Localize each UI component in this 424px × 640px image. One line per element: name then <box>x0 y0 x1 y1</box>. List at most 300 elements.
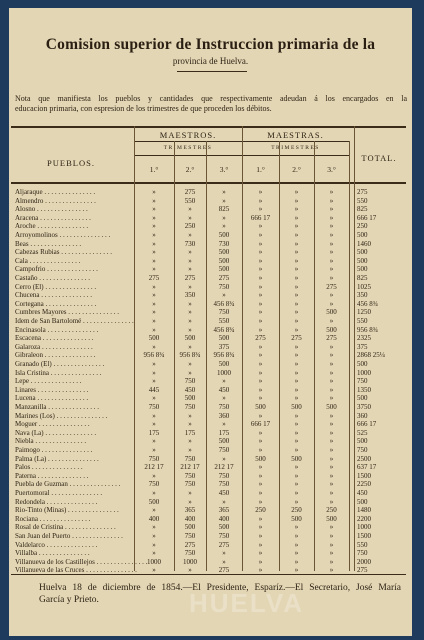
amount-cell: » <box>152 291 156 300</box>
amount-cell: » <box>152 282 156 291</box>
total-cell: 456 8¾ <box>357 299 378 308</box>
total-cell: 2250 <box>357 480 371 489</box>
trimestres-header: TRIMESTRES <box>163 145 213 151</box>
amount-cell: 500 <box>291 454 302 463</box>
amount-cell: » <box>152 360 156 368</box>
pueblo-name: Moguer . . . . . . . . . . . . . . . <box>15 420 90 429</box>
amount-cell: 500 <box>218 231 230 239</box>
pueblo-name: Cumbres Mayores . . . . . . . . . . . . . . . <box>15 308 120 317</box>
amount-cell: » <box>258 205 263 214</box>
amount-cell: » <box>222 420 226 429</box>
note-line: educacion primaria, con espresion de los trimestres de que proceden los débitos. <box>15 104 272 113</box>
amount-cell: » <box>188 420 192 429</box>
total-cell: 2000 <box>357 557 371 566</box>
amount-cell: » <box>258 231 263 239</box>
pueblo-name: Lepe . . . . . . . . . . . . . . . <box>15 377 82 386</box>
amount-cell: » <box>222 188 226 196</box>
amount-cell: 500 <box>218 437 230 446</box>
amount-cell: » <box>152 489 156 497</box>
amount-cell: » <box>329 394 334 403</box>
amount-cell: 825 <box>218 205 230 214</box>
amount-cell: » <box>294 299 299 308</box>
amount-cell: » <box>258 239 263 248</box>
amount-cell: 360 <box>218 411 230 420</box>
total-cell: 1250 <box>357 308 371 317</box>
amount-cell: 365 <box>218 506 230 515</box>
amount-cell: » <box>294 342 299 351</box>
amount-cell: » <box>329 213 334 222</box>
pueblo-name: Villanueva de los Castillejos . . . . . . . . . . . . . . . <box>15 557 148 566</box>
amount-cell: » <box>329 196 334 205</box>
pueblo-name: Chucena . . . . . . . . . . . . . . . <box>15 291 92 300</box>
amount-cell: 212 17 <box>144 463 164 472</box>
amount-cell: » <box>329 317 334 325</box>
amount-cell: » <box>258 317 263 325</box>
total-cell: 666 17 <box>357 213 377 222</box>
amount-cell: » <box>188 489 192 497</box>
amount-cell: 175 <box>218 428 230 437</box>
amount-cell: » <box>294 497 299 506</box>
pueblo-name: Villalba . . . . . . . . . . . . . . . <box>15 549 90 558</box>
total-cell: 450 <box>357 489 368 497</box>
amount-cell: » <box>258 188 263 196</box>
amount-cell: 275 <box>184 188 196 196</box>
pueblo-name: Valdelarco . . . . . . . . . . . . . . . <box>15 540 98 549</box>
amount-cell: » <box>258 256 263 265</box>
amount-cell: » <box>294 523 299 532</box>
amount-cell: » <box>294 282 299 291</box>
amount-cell: 275 <box>291 334 302 343</box>
total-cell: 1480 <box>357 506 371 515</box>
amount-cell: 400 <box>184 514 196 523</box>
amount-cell: » <box>188 325 192 334</box>
amount-cell: » <box>222 222 226 231</box>
amount-cell: 1000 <box>217 368 231 377</box>
pueblo-name: Paimogo . . . . . . . . . . . . . . . <box>15 446 93 454</box>
amount-cell: » <box>222 454 226 463</box>
pueblo-name: Cortegana . . . . . . . . . . . . . . . <box>15 299 97 308</box>
amount-cell: » <box>188 282 192 291</box>
amount-cell: 250 <box>291 506 302 515</box>
amount-cell: » <box>258 497 263 506</box>
watermark-logo: HUELVA <box>189 588 305 618</box>
total-cell: 525 <box>357 428 368 437</box>
amount-cell: 1000 <box>183 557 197 566</box>
amount-cell: » <box>329 497 334 506</box>
amount-cell: 275 <box>255 334 266 343</box>
amount-cell: » <box>152 231 156 239</box>
amount-cell: » <box>152 471 156 480</box>
pueblo-name: Redondela . . . . . . . . . . . . . . . <box>15 497 98 506</box>
amount-cell: » <box>152 506 156 515</box>
pueblo-name: Alosno . . . . . . . . . . . . . . . <box>15 205 88 214</box>
amount-cell: » <box>258 540 263 549</box>
table-bottom-rule <box>11 574 406 575</box>
quarter-header: 3.° <box>327 165 336 174</box>
pueblo-name: Almendro . . . . . . . . . . . . . . . <box>15 196 96 205</box>
pueblo-name: Cerro (El) . . . . . . . . . . . . . . . <box>15 282 97 291</box>
total-cell: 550 <box>357 317 368 325</box>
note-line: Nota que manifiesta los pueblos y cantidades que respectivamente adeudan á los encargados en la <box>15 94 407 103</box>
amount-cell: 450 <box>218 385 230 394</box>
amount-cell: 500 <box>326 325 337 334</box>
amount-cell: 275 <box>218 274 230 282</box>
pueblo-name: Lucena . . . . . . . . . . . . . . . <box>15 394 89 403</box>
total-cell: 500 <box>357 265 368 274</box>
total-cell: 500 <box>357 256 368 265</box>
amount-cell: » <box>294 446 299 454</box>
amount-cell: » <box>329 471 334 480</box>
amount-cell: 500 <box>218 360 230 368</box>
amount-cell: » <box>329 368 334 377</box>
amount-cell: 666 17 <box>250 213 271 222</box>
amount-cell: » <box>188 265 192 274</box>
amount-cell: » <box>152 265 156 274</box>
amount-cell: » <box>152 188 156 196</box>
amount-cell: 400 <box>148 514 160 523</box>
amount-cell: 500 <box>148 334 160 343</box>
pueblo-name: San Juan del Puerto . . . . . . . . . . . . . . . <box>15 532 123 540</box>
amount-cell: » <box>294 265 299 274</box>
amount-cell: 275 <box>148 274 160 282</box>
amount-cell: » <box>152 566 156 575</box>
pueblo-name: Rio-Tinto (Minas) . . . . . . . . . . . . . . . <box>15 506 119 515</box>
amount-cell: » <box>329 239 334 248</box>
pueblo-name: Aracena . . . . . . . . . . . . . . . <box>15 213 91 222</box>
amount-cell: » <box>329 411 334 420</box>
amount-cell: » <box>329 480 334 489</box>
amount-cell: » <box>294 377 299 386</box>
amount-cell: » <box>188 317 192 325</box>
amount-cell: » <box>188 308 192 317</box>
amount-cell: » <box>294 463 299 472</box>
amount-cell: » <box>188 437 192 446</box>
amount-cell: » <box>222 549 226 558</box>
amount-cell: » <box>188 411 192 420</box>
amount-cell: » <box>329 420 334 429</box>
total-cell: 2500 <box>357 454 371 463</box>
amount-cell: » <box>258 196 263 205</box>
amount-cell: 500 <box>291 514 302 523</box>
amount-cell: » <box>152 368 156 377</box>
pueblo-name: Linares . . . . . . . . . . . . . . . <box>15 385 89 394</box>
amount-cell: 500 <box>184 334 196 343</box>
amount-cell: » <box>152 196 156 205</box>
amount-cell: 500 <box>326 403 337 411</box>
pueblo-name: Granado (El) . . . . . . . . . . . . . . . <box>15 360 105 368</box>
total-cell: 1500 <box>357 471 371 480</box>
amount-cell: » <box>152 446 156 454</box>
amount-cell: » <box>152 540 156 549</box>
pueblo-name: Rosal de Cristina . . . . . . . . . . . . . . . <box>15 523 116 532</box>
amount-cell: 750 <box>218 532 230 540</box>
amount-cell: 750 <box>184 480 196 489</box>
amount-cell: 500 <box>255 454 266 463</box>
amount-cell: 456 8¾ <box>213 325 235 334</box>
total-cell: 2325 <box>357 334 371 343</box>
pueblo-name: Puebla de Guzman . . . . . . . . . . . . . . . <box>15 480 121 489</box>
amount-cell: » <box>188 231 192 239</box>
amount-cell: » <box>294 274 299 282</box>
amount-cell: » <box>222 497 226 506</box>
amount-cell: » <box>152 248 156 257</box>
total-cell: 500 <box>357 231 368 239</box>
amount-cell: 500 <box>184 394 196 403</box>
amount-cell: » <box>152 437 156 446</box>
pueblo-name: Idem de San Bartolomé . . . . . . . . . . . . . . . <box>15 317 134 325</box>
amount-cell: 445 <box>148 385 160 394</box>
quarter-header: 1.° <box>256 165 265 174</box>
amount-cell: » <box>258 463 263 472</box>
amount-cell: » <box>258 222 263 231</box>
pueblo-name: Campofrio . . . . . . . . . . . . . . . <box>15 265 98 274</box>
amount-cell: » <box>294 351 299 360</box>
amount-cell: » <box>329 222 334 231</box>
pueblos-header: PUEBLOS. <box>47 158 95 168</box>
pueblo-name: Encinasola . . . . . . . . . . . . . . . <box>15 325 99 334</box>
pueblo-name: Isla Cristina . . . . . . . . . . . . . . . <box>15 368 102 377</box>
amount-cell: 250 <box>255 506 266 515</box>
amount-cell: 212 17 <box>214 463 234 472</box>
amount-cell: » <box>329 523 334 532</box>
amount-cell: » <box>329 291 334 300</box>
amount-cell: » <box>152 523 156 532</box>
amount-cell: 956 8¾ <box>143 351 165 360</box>
total-cell: 550 <box>357 196 368 205</box>
page-subtitle: provincia de Huelva. <box>172 56 249 66</box>
amount-cell: 550 <box>184 196 196 205</box>
total-cell: 500 <box>357 497 368 506</box>
title-rule <box>177 71 247 72</box>
amount-cell: 500 <box>218 256 230 265</box>
amount-cell: 956 8¾ <box>213 351 235 360</box>
amount-cell: » <box>294 325 299 334</box>
amount-cell: 750 <box>218 446 230 454</box>
amount-cell: » <box>294 489 299 497</box>
amount-cell: 450 <box>184 385 196 394</box>
quarter-header: 2.° <box>185 165 195 174</box>
amount-cell: » <box>329 265 334 274</box>
amount-cell: 175 <box>184 428 196 437</box>
amount-cell: » <box>152 256 156 265</box>
amount-cell: » <box>294 532 299 540</box>
amount-cell: 275 <box>218 540 230 549</box>
amount-cell: » <box>329 557 334 566</box>
amount-cell: 750 <box>184 377 196 386</box>
total-cell: 2200 <box>357 514 371 523</box>
amount-cell: » <box>222 394 226 403</box>
amount-cell: » <box>329 549 334 558</box>
amount-cell: 750 <box>148 480 160 489</box>
amount-cell: » <box>329 377 334 386</box>
amount-cell: » <box>294 420 299 429</box>
amount-cell: 750 <box>218 403 230 411</box>
maestras-header: MAESTRAS. <box>267 130 324 140</box>
amount-cell: 275 <box>184 274 196 282</box>
amount-cell: » <box>329 385 334 394</box>
amount-cell: » <box>152 342 156 351</box>
amount-cell: » <box>258 282 263 291</box>
amount-cell: » <box>152 411 156 420</box>
total-cell: 666 17 <box>357 420 377 429</box>
amount-cell: » <box>152 213 156 222</box>
total-cell: 637 17 <box>357 463 377 472</box>
pueblo-name: Rociana . . . . . . . . . . . . . . . <box>15 514 91 523</box>
amount-cell: » <box>152 377 156 386</box>
amount-cell: » <box>294 308 299 317</box>
note-paragraph <box>15 94 407 114</box>
amount-cell: » <box>258 428 263 437</box>
amount-cell: » <box>294 205 299 214</box>
amount-cell: 730 <box>184 239 196 248</box>
total-cell: 3750 <box>357 403 371 411</box>
total-cell: 1500 <box>357 532 371 540</box>
amount-cell: 175 <box>148 428 160 437</box>
pueblo-name: Paterna . . . . . . . . . . . . . . . <box>15 471 89 480</box>
total-cell: 956 8¾ <box>357 325 378 334</box>
amount-cell: » <box>152 420 156 429</box>
amount-cell: » <box>152 394 156 403</box>
amount-cell: » <box>294 317 299 325</box>
amount-cell: 365 <box>184 506 196 515</box>
amount-cell: » <box>294 480 299 489</box>
amount-cell: » <box>258 566 263 575</box>
amount-cell: 250 <box>184 222 196 231</box>
total-cell: 825 <box>357 205 368 214</box>
amount-cell: » <box>258 360 263 368</box>
amount-cell: 350 <box>184 291 196 300</box>
total-cell: 360 <box>357 411 368 420</box>
amount-cell: 500 <box>184 523 196 532</box>
quarter-header: 3.° <box>219 165 229 174</box>
total-cell: 275 <box>357 566 368 575</box>
amount-cell: » <box>294 549 299 558</box>
amount-cell: » <box>152 205 156 214</box>
amount-cell: » <box>188 256 192 265</box>
amount-cell: » <box>258 274 263 282</box>
amount-cell: » <box>329 274 334 282</box>
amount-cell: 500 <box>218 265 230 274</box>
amount-cell: » <box>329 231 334 239</box>
amount-cell: 500 <box>218 334 230 343</box>
amount-cell: » <box>329 454 334 463</box>
amount-cell: 730 <box>218 239 230 248</box>
amount-cell: » <box>329 205 334 214</box>
amount-cell: » <box>258 377 263 386</box>
amount-cell: » <box>294 291 299 300</box>
amount-cell: 400 <box>218 514 230 523</box>
amount-cell: » <box>258 291 263 300</box>
trimestres-header: TRIMESTRES <box>271 145 320 151</box>
amount-cell: » <box>329 256 334 265</box>
pueblo-name: Nava (La) . . . . . . . . . . . . . . . <box>15 428 97 437</box>
amount-cell: » <box>294 360 299 368</box>
pueblo-name: Niebla . . . . . . . . . . . . . . . <box>15 437 87 446</box>
amount-cell: 275 <box>184 540 196 549</box>
total-cell: 825 <box>357 274 368 282</box>
amount-cell: » <box>188 566 192 575</box>
amount-cell: » <box>258 299 263 308</box>
amount-cell: 500 <box>218 523 230 532</box>
amount-cell: » <box>258 394 263 403</box>
document-page <box>9 8 412 636</box>
amount-cell: 500 <box>326 308 337 317</box>
total-cell: 1460 <box>357 239 371 248</box>
amount-cell: » <box>188 205 192 214</box>
page-title: Comision superior de Instruccion primaria de la <box>45 36 376 53</box>
amount-cell: 750 <box>148 403 160 411</box>
amount-cell: 212 17 <box>180 463 200 472</box>
amount-cell: » <box>329 428 334 437</box>
maestros-header: MAESTROS. <box>159 130 217 140</box>
total-cell: 500 <box>357 437 368 446</box>
amount-cell: » <box>294 213 299 222</box>
amount-cell: » <box>188 299 192 308</box>
amount-cell: » <box>258 549 263 558</box>
amount-cell: » <box>294 188 299 196</box>
amount-cell: » <box>294 411 299 420</box>
amount-cell: » <box>329 532 334 540</box>
pueblo-name: Palma (La) . . . . . . . . . . . . . . . <box>15 454 99 463</box>
amount-cell: » <box>329 248 334 257</box>
amount-cell: 500 <box>291 403 302 411</box>
amount-cell: » <box>188 497 192 506</box>
pueblo-name: Arroyomolinos . . . . . . . . . . . . . . . <box>15 231 111 239</box>
amount-cell: » <box>258 557 263 566</box>
amount-cell: » <box>329 437 334 446</box>
column-rule <box>242 126 243 141</box>
footer-line: García y Prieto. <box>39 595 99 605</box>
total-cell: 750 <box>357 446 368 454</box>
total-cell: 250 <box>357 222 368 231</box>
column-rule <box>134 126 135 141</box>
amount-cell: » <box>258 471 263 480</box>
amount-cell: » <box>188 368 192 377</box>
amount-cell: 956 8¾ <box>179 351 201 360</box>
amount-cell: 500 <box>218 248 230 257</box>
pueblo-name: Aljaraque . . . . . . . . . . . . . . . <box>15 188 96 196</box>
amount-cell: » <box>258 325 263 334</box>
total-cell: 1000 <box>357 368 371 377</box>
amount-cell: » <box>329 188 334 196</box>
amount-cell: » <box>222 196 226 205</box>
pueblo-name: Puertomoral . . . . . . . . . . . . . . . <box>15 489 103 497</box>
amount-cell: 750 <box>218 308 230 317</box>
total-cell: 2868 25¼ <box>357 351 385 360</box>
amount-cell: » <box>329 489 334 497</box>
pueblo-name: Galaroza . . . . . . . . . . . . . . . <box>15 342 93 351</box>
amount-cell: » <box>294 566 299 575</box>
amount-cell: 450 <box>218 489 230 497</box>
amount-cell: 666 17 <box>250 420 271 429</box>
quarter-header: 1.° <box>149 165 159 174</box>
amount-cell: » <box>329 566 334 575</box>
table-top-rule <box>11 126 406 128</box>
column-rule <box>354 126 355 141</box>
amount-cell: 375 <box>218 342 230 351</box>
amount-cell: » <box>152 325 156 334</box>
total-cell: 750 <box>357 377 368 386</box>
amount-cell: » <box>329 463 334 472</box>
amount-cell: 750 <box>184 454 196 463</box>
amount-cell: » <box>329 299 334 308</box>
amount-cell: » <box>294 196 299 205</box>
pueblo-name: Gibraleon . . . . . . . . . . . . . . . <box>15 351 96 360</box>
amount-cell: » <box>222 557 226 566</box>
pueblo-name: Manzanilla . . . . . . . . . . . . . . . <box>15 403 99 411</box>
amount-cell: » <box>222 291 226 300</box>
amount-cell: 750 <box>218 471 230 480</box>
